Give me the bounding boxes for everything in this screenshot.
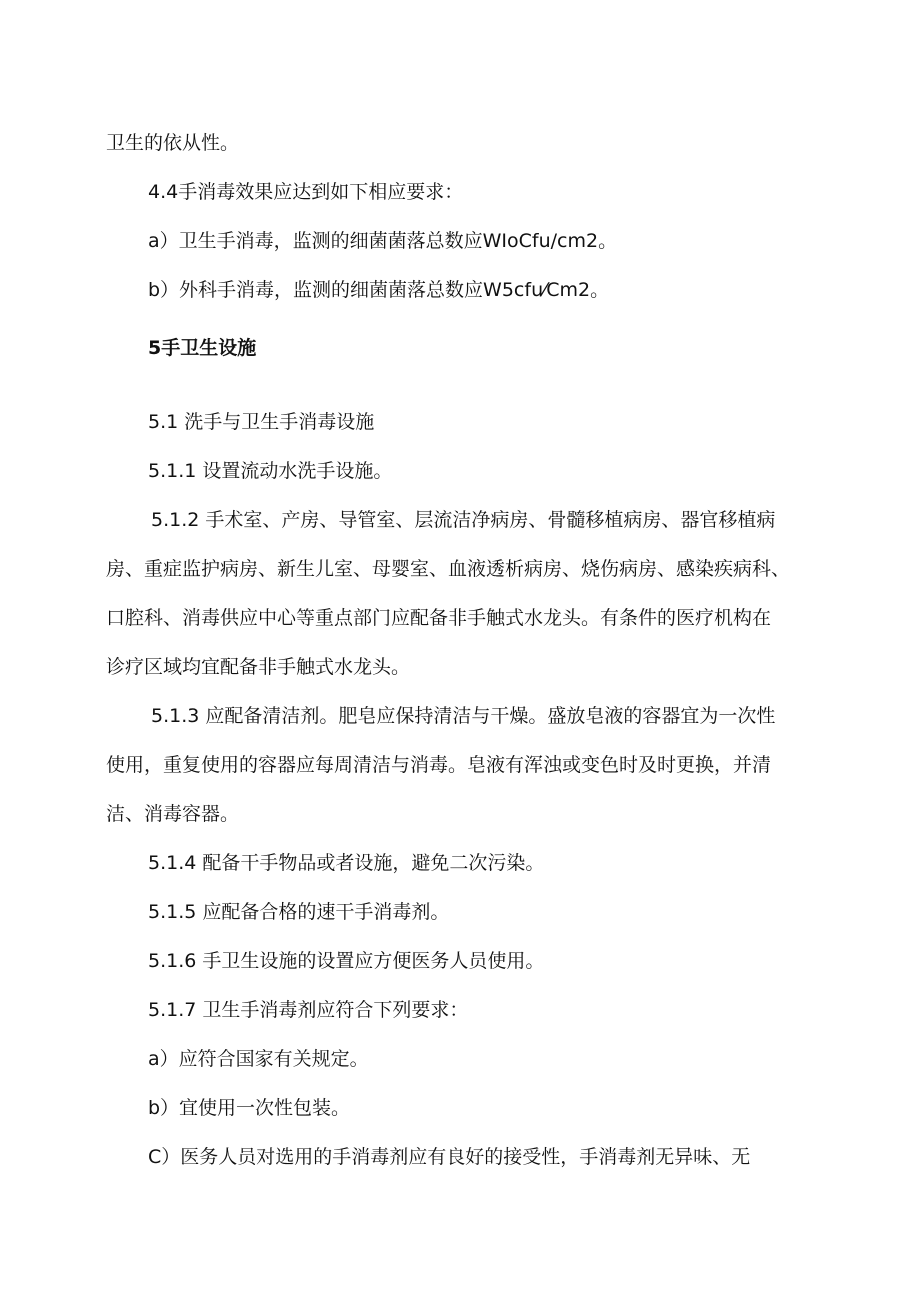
text-line: 5.1.4 配备干手物品或者设施，避免二次污染。 xyxy=(148,852,545,874)
text-line: b）外科手消毒，监测的细菌菌落总数应W5cfu⁄Cm2。 xyxy=(148,279,610,301)
text-line: 5.1.6 手卫生设施的设置应方便医务人员使用。 xyxy=(148,950,545,972)
text-line: 5.1.7 卫生手消毒剂应符合下列要求： xyxy=(148,999,469,1021)
text-line: 5.1.3 应配备清洁剂。肥皂应保持清洁与干燥。盛放皂液的容器宜为一次性 xyxy=(151,705,776,727)
text-line: a）卫生手消毒，监测的细菌菌落总数应WIoCfu/cm2。 xyxy=(148,230,618,252)
text-line: 5.1.1 设置流动水洗手设施。 xyxy=(148,460,393,482)
text-line: 4.4手消毒效果应达到如下相应要求： xyxy=(148,181,464,203)
text-line: 诊疗区域均宜配备非手触式水龙头。 xyxy=(106,656,411,678)
text-line: 房、重症监护病房、新生儿室、母婴室、血液透析病房、烧伤病房、感染疾病科、 xyxy=(106,558,791,580)
text-line: 使用，重复使用的容器应每周清洁与消毒。皂液有浑浊或变色时及时更换，并清 xyxy=(106,754,772,776)
text-line: 洁、消毒容器。 xyxy=(106,803,240,825)
text-line: 5.1.5 应配备合格的速干手消毒剂。 xyxy=(148,901,450,923)
text-line: C）医务人员对选用的手消毒剂应有良好的接受性，手消毒剂无异味、无 xyxy=(148,1146,751,1168)
text-line: a）应符合国家有关规定。 xyxy=(148,1048,369,1070)
text-line: 5.1 洗手与卫生手消毒设施 xyxy=(148,411,375,433)
text-line: 5.1.2 手术室、产房、导管室、层流洁净病房、骨髓移植病房、器官移植病 xyxy=(151,509,776,531)
text-line: 口腔科、消毒供应中心等重点部门应配备非手触式水龙头。有条件的医疗机构在 xyxy=(106,607,772,629)
section-heading: 5手卫生设施 xyxy=(148,337,257,359)
text-line: b）宜使用一次性包装。 xyxy=(148,1097,351,1119)
text-line: 卫生的依从性。 xyxy=(106,132,240,154)
